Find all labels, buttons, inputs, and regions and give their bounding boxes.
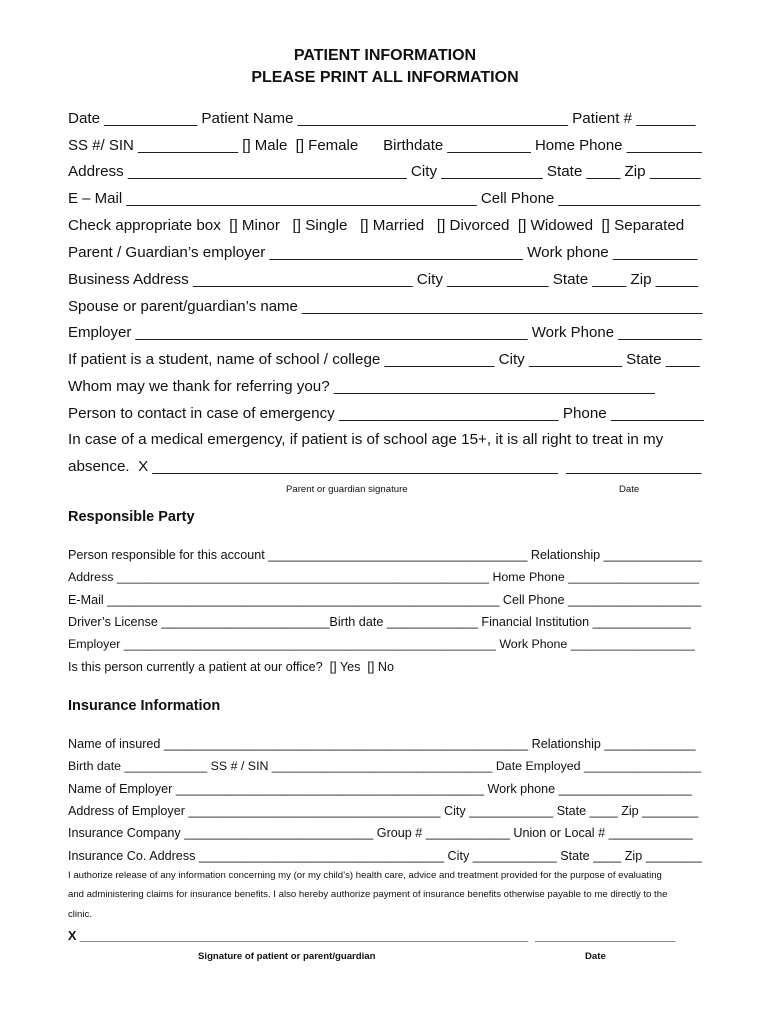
insured-name-line[interactable]: Name of insured ____________________________________________________ Relationship _____________	[68, 737, 696, 751]
responsible-person-line[interactable]: Person responsible for this account _____________________________________ Relationship ______________	[68, 548, 702, 562]
guardian-signature-caption: Parent or guardian signature	[286, 484, 408, 495]
spouse-name-line[interactable]: Spouse or parent/guardian’s name ________________________________________________	[68, 298, 703, 315]
guardian-date-caption: Date	[619, 484, 640, 495]
insured-birthdate-line[interactable]: Birth date ____________ SS # / SIN ________________________________ Date Employed _________________	[68, 759, 702, 773]
final-signature-caption: Signature of patient or parent/guardian	[198, 951, 376, 962]
emergency-contact-line[interactable]: Person to contact in case of emergency __________________________ Phone ___________	[68, 405, 704, 422]
insurance-information-heading: Insurance Information	[68, 698, 221, 714]
guardian-signature-line[interactable]: absence. X ________________________________________________ ________________	[68, 458, 702, 475]
authorization-text-3: clinic.	[68, 909, 92, 920]
form-title: PATIENT INFORMATION	[293, 47, 477, 64]
ssn-sex-birthdate-line[interactable]: SS #/ SIN ____________ [] Male [] Female Birthdate __________ Home Phone _________	[68, 137, 702, 154]
authorization-text-1: I authorize release of any information concerning my (or my child’s) health care, advice and treatment provided for the purpose of evaluating	[68, 870, 662, 881]
date-name-number-line[interactable]: Date ___________ Patient Name ________________________________ Patient # _______	[68, 110, 696, 127]
school-line[interactable]: If patient is a student, name of school / college _____________ City ___________ State ____	[68, 351, 700, 368]
responsible-address-line[interactable]: Address ______________________________________________________ Home Phone ___________________	[68, 570, 700, 584]
final-date-caption: Date	[585, 951, 606, 962]
insurance-company-line[interactable]: Insurance Company ___________________________ Group # ____________ Union or Local # ____________	[68, 826, 693, 840]
referral-line[interactable]: Whom may we thank for referring you? ______________________________________	[68, 378, 655, 395]
email-cell-line[interactable]: E – Mail __________________________________________ Cell Phone _________________	[68, 190, 701, 207]
responsible-party-heading: Responsible Party	[68, 509, 195, 525]
authorization-text-2: and administering claims for insurance benefits. I also hereby authorize payment of insurance benefits otherwise payable to me directly to the	[68, 889, 668, 900]
form-subtitle: PLEASE PRINT ALL INFORMATION	[251, 69, 519, 86]
employer-line[interactable]: Employer _______________________________________________ Work Phone __________	[68, 324, 702, 341]
current-patient-question[interactable]: Is this person currently a patient at our office? [] Yes [] No	[68, 660, 394, 674]
responsible-license-line[interactable]: Driver’s License ________________________Birth date _____________ Financial Institution ______________	[68, 615, 691, 629]
insurance-address-line[interactable]: Insurance Co. Address ___________________________________ City ____________ State ____ Zip ________	[68, 849, 702, 863]
marital-status-line[interactable]: Check appropriate box [] Minor [] Single [] Married [] Divorced [] Widowed [] Separated	[68, 217, 685, 234]
insured-employer-line[interactable]: Name of Employer ____________________________________________ Work phone ___________________	[68, 782, 692, 796]
business-address-line[interactable]: Business Address __________________________ City ____________ State ____ Zip _____	[68, 271, 698, 288]
address-line[interactable]: Address _________________________________ City ____________ State ____ Zip ______	[68, 163, 701, 180]
responsible-employer-line[interactable]: Employer ______________________________________________________ Work Phone __________________	[68, 637, 695, 651]
responsible-email-line[interactable]: E-Mail ________________________________________________________ Cell Phone ___________________	[68, 593, 702, 607]
guardian-employer-line[interactable]: Parent / Guardian’s employer ______________________________ Work phone __________	[68, 244, 698, 261]
employer-address-line[interactable]: Address of Employer ____________________________________ City ____________ State ____ Zip ________	[68, 804, 699, 818]
final-signature-line[interactable]: X ________________________________________________________________ ____________________	[68, 929, 676, 943]
consent-text: In case of a medical emergency, if patient is of school age 15+, it is all right to treat in my	[68, 431, 664, 448]
